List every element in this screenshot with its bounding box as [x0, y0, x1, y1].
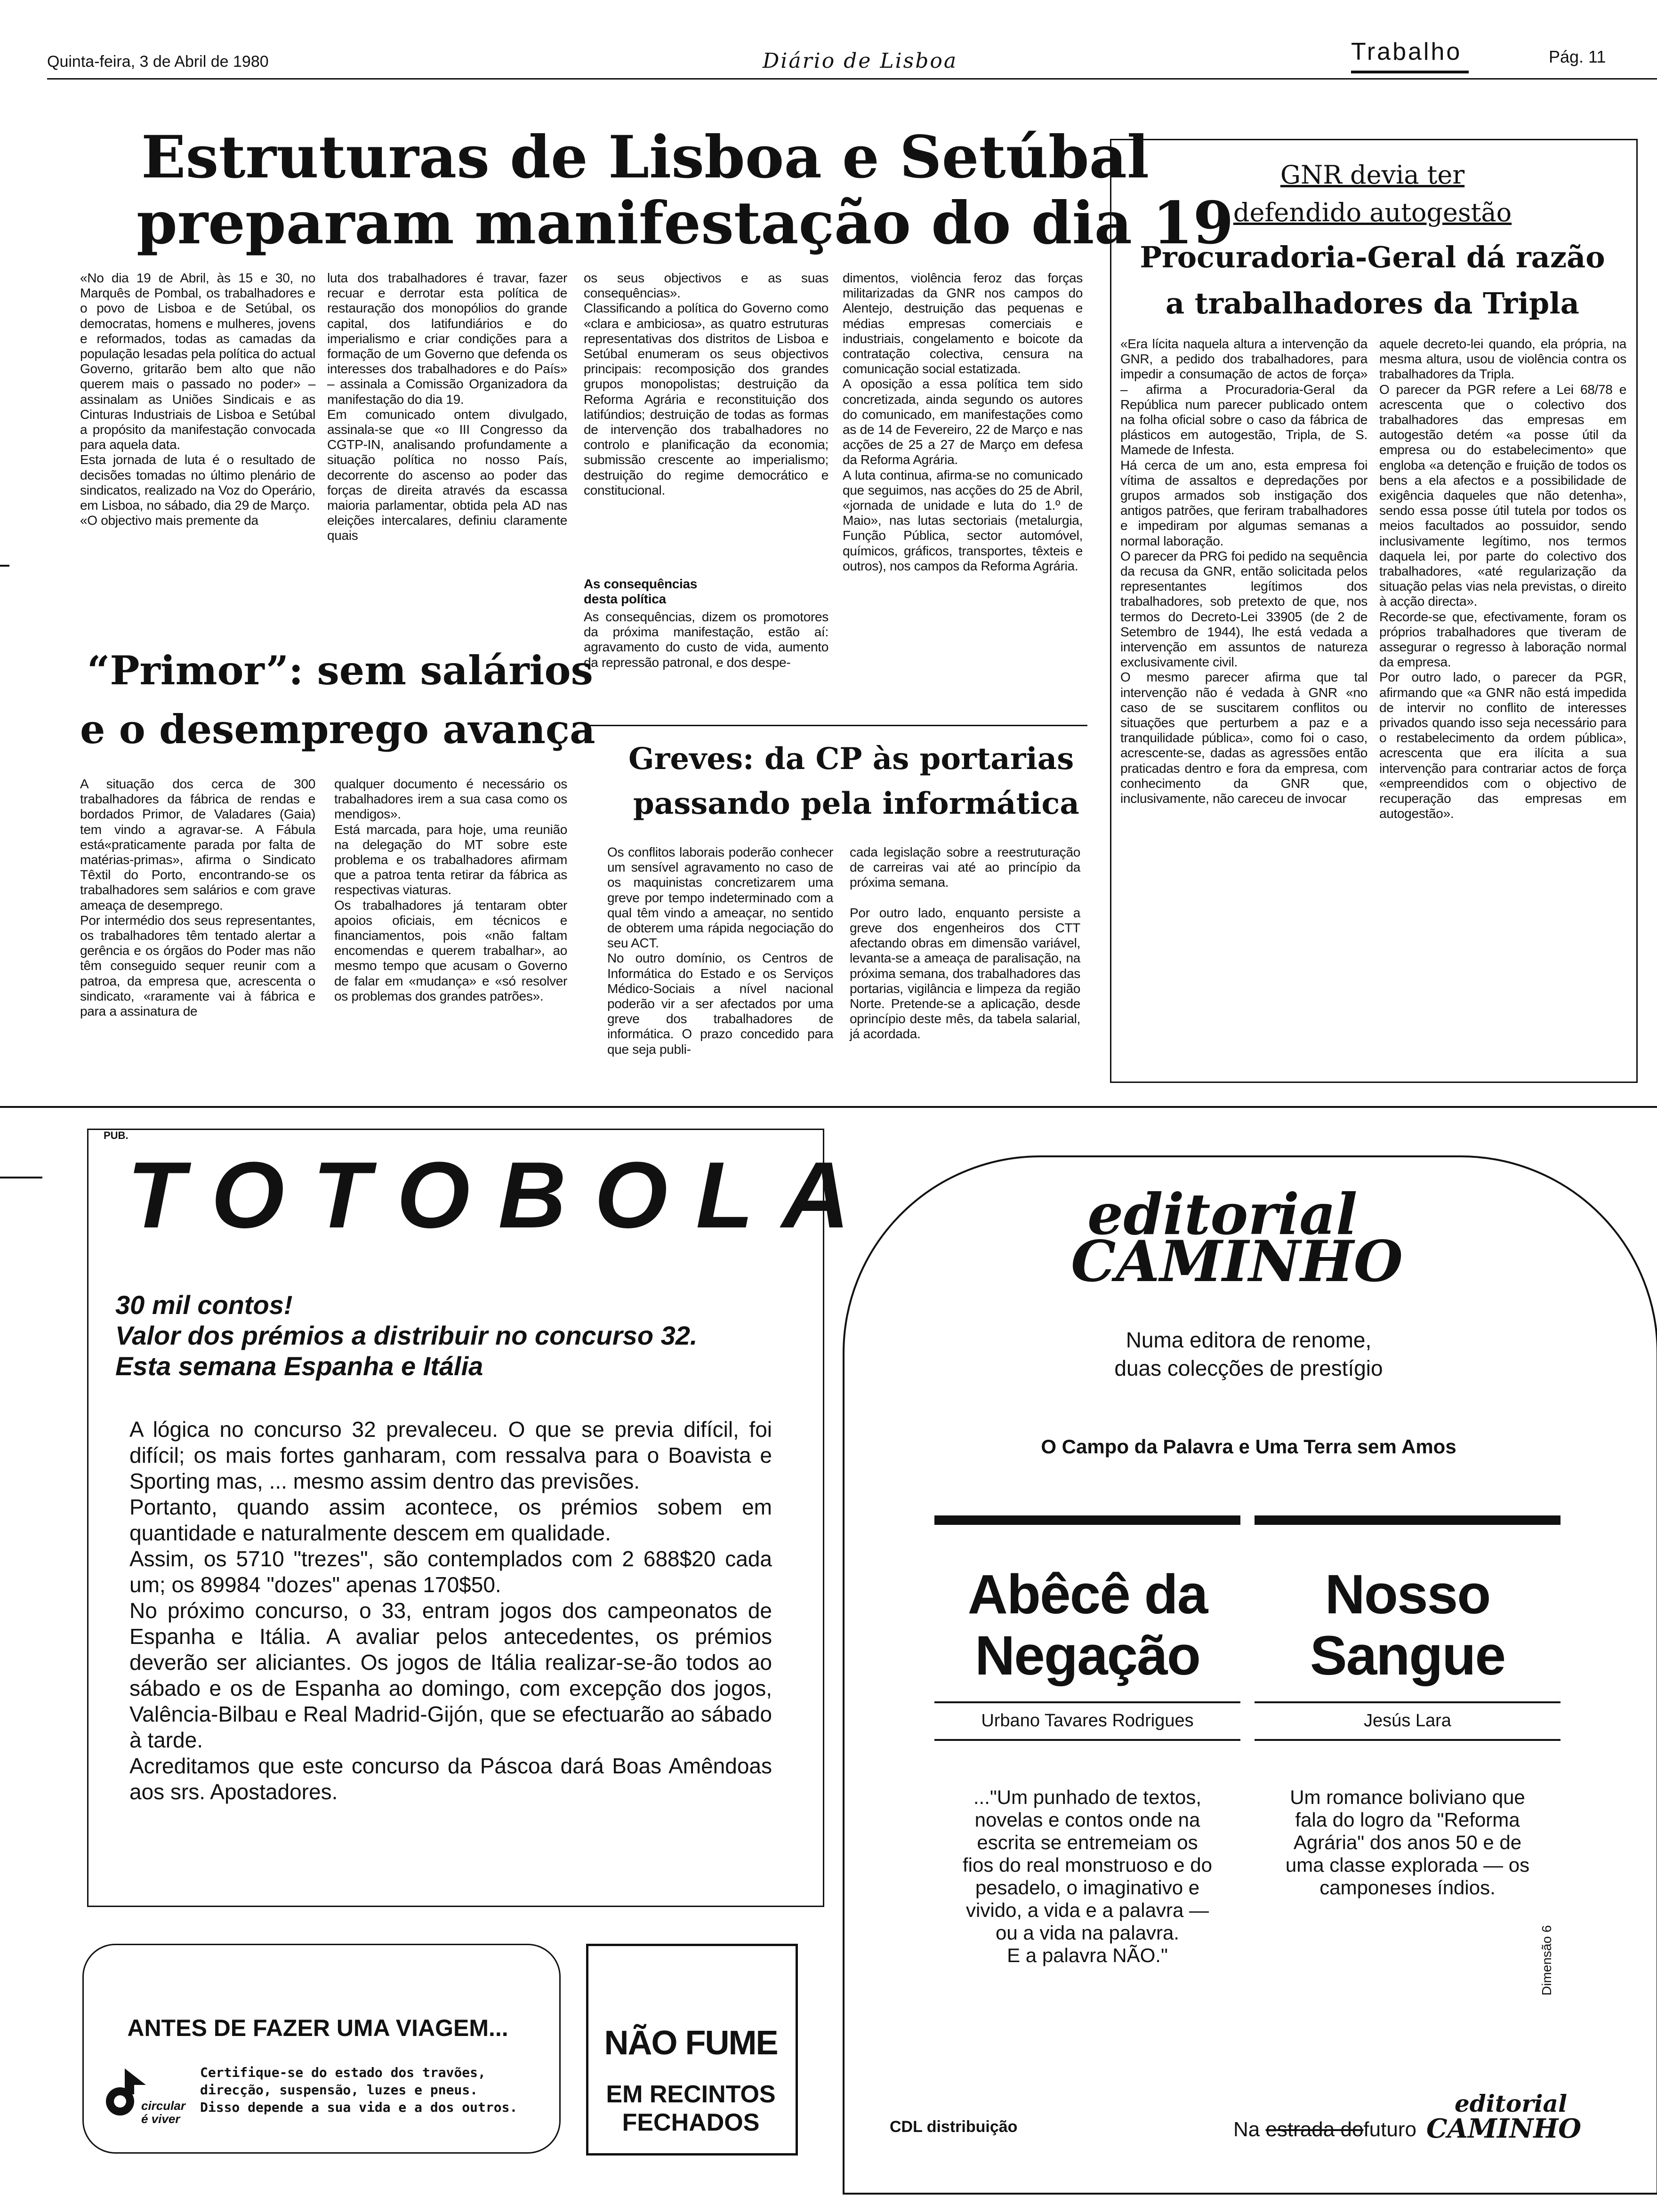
caminho-footer-slogan: [1233, 2118, 1416, 2141]
naofume-line-1: NÃO FUME: [604, 2024, 778, 2062]
margin-mark-2: [0, 1177, 42, 1178]
viagem-title: ANTES DE FAZER UMA VIAGEM...: [127, 2015, 508, 2041]
caminho-logo-line2: CAMINHO: [1071, 1228, 1403, 1295]
totobola-lead-1: 30 mil contos!: [115, 1290, 293, 1320]
caminho-collections: O Campo da Palavra e Uma Terra sem Amos: [1041, 1435, 1456, 1458]
lead-column-3: os seus objectivos e as suas consequências». Classificando a política do Governo como «clara e ambiciosa», as quatro estruturas representativas dos distritos de Lisboa e Setúbal enumeram os seus objectivos principais: recomposição dos grandes grupos monopolistas; destruição da Reforma Agrária e reconstituição dos latifúndios; destruição de todas as formas de intervenção dos trabalhadores no controlo e planificação da economia; submissão crescente ao imperialismo; destruição do regime democrático e constitucional.: [584, 271, 828, 497]
lead-bottom-rule: [584, 725, 1087, 726]
book2-title-line2: Sangue: [1310, 1625, 1505, 1687]
gnr-column-2: aquele decreto-lei quando, ela própria, na mesma altura, usou de violência contra os trabalhadores da Tripla. O parecer da PGR refere a Lei 68/78 e acrescenta que o colectivo dos trabalhadores das empresas em autogestão detém «a posse útil da empresa ou do estabelecimento» que engloba «a detenção e fruição de todos os bens a ela afectos e a possibilidade de exigência daqueles que não detenha», sendo essa posse útil tutela por todos os meios facultados ao possuidor, sendo inclusivamente legítimo, nos termos daquela lei, por parte do colectivo dos trabalhadores, «até regularização da situação pelas vias nela previstas, o direito à acção directa». Recorde-se que, efectivamente, foram os próprios trabalhadores que tiveram de assegurar o regresso à laboração normal da empresa. Por outro lado, o parecer da PGR, afirmando que «a GNR não está impedida de intervir no conflito de interesses privados quando isso seja necessário para o restabelecimento da ordem pública», acrescenta que era ilícita a sua intervenção para contrariar actos de força «empreendidos com o objectivo de recuperação das empresas em autogestão».: [1379, 337, 1626, 821]
gnr-kicker-line2: defendido autogestão: [1233, 198, 1512, 227]
margin-mark-1: [0, 565, 9, 567]
primor-column-2: qualquer documento é necessário os trabalhadores irem a sua casa como os mendigos». Está marcada, para hoje, uma reunião na delegação do MT sobre este problema e os trabalhadores afirmam que a patroa tenta retirar da fábrica as respectivas viaturas. Os trabalhadores já tentaram obter apoios oficiais, em técnicos e financiamentos, pois «não faltam encomendas e querem trabalhar», ao mesmo tempo que acusam o Governo de falar em «mudança» e «só resolver os problemas dos grandes patrões».: [334, 777, 567, 1003]
gnr-title-line2: a trabalhadores da Tripla: [1166, 286, 1579, 321]
book1-author-rule-bottom: [934, 1739, 1240, 1741]
lead-title-line2: preparam manifestação do dia 19: [137, 189, 1234, 257]
naofume-line-2: EM RECINTOS: [606, 2081, 776, 2108]
book1-top-rule: [934, 1515, 1240, 1525]
dimensao-label: Dimensão 6: [1539, 1925, 1554, 1996]
caminho-logo-line1: editorial: [1087, 1181, 1358, 1248]
circular-logo-text: circular é viver: [141, 2099, 185, 2126]
book2-top-rule: [1255, 1515, 1560, 1525]
book1-blurb: ..."Um punhado de textos, novelas e contos onde na escrita se entremeiam os fios do real monstruoso e do pesadelo, o imaginativo e vivido, a vida e a palavra — ou a vida na palavra. E a palavra NÃO.": [963, 1786, 1212, 1966]
book1-author: Urbano Tavares Rodrigues: [981, 1711, 1194, 1731]
totobola-lead-3: Esta semana Espanha e Itália: [115, 1351, 483, 1381]
gnr-title-line1: Procuradoria-Geral dá razão: [1140, 240, 1605, 274]
primor-column-1: A situação dos cerca de 300 trabalhadores da fábrica de rendas e bordados Primor, de Valadares (Gaia) tem vindo a agravar-se. A Fábula está«praticamente parada por falta de matérias-primas», afirma o Sindicato Têxtil do Porto, encontrando-se os trabalhadores sem salários e com grave ameaça de desemprego. Por intermédio dos seus representantes, os trabalhadores têm tentado alertar a gerência e os órgãos do Poder mas não têm conseguido sequer reunir com a patroa, da empresa que, acrescenta o sindicato, «raramente vai à fábrica e para a assinatura de: [80, 777, 315, 1019]
greves-column-1: Os conflitos laborais poderão conhecer um sensível agravamento no caso de os maquinistas concretizarem uma greve por tempo indeterminado com a qual têm vindo a ameaçar, no sentido de obterem uma rápida negociação do seu ACT. No outro domínio, os Centros de Informática do Estado e os Serviços Médico-Sociais a nível nacional poderão vir a ser afectados por uma greve dos trabalhadores de informática. O prazo concedido para que seja publi-: [607, 845, 833, 1057]
slogan-post: futuro: [1363, 2118, 1416, 2141]
lead-column-4: dimentos, violência feroz das forças militarizadas da GNR nos campos do Alentejo, destruição das pequenas e médias empresas comerciais e industriais, congelamento e boicote da contratação colectiva, censura na comunicação social estatizada. A oposição a essa política tem sido concretizada, ainda segundo os autores do comunicado, em manifestações como as de 14 de Fevereiro, 22 de Março e nas acções de 25 a 27 de Março em defesa da Reforma Agrária. A luta continua, afirma-se no comunicado que seguimos, nas acções do 25 de Abril, «jornada de unidade e luta do 1.º de Maio», nas lutas sectoriais (metalurgia, Função Pública, sector automóvel, químicos, gráficos, transportes, têxteis e outros), nos campos da Reforma Agrária.: [843, 271, 1083, 573]
totobola-logo: TOTOBOLA: [127, 1143, 878, 1248]
book2-blurb: Um romance boliviano que fala do logro da "Reforma Agrária" dos anos 50 e de uma classe explorada — os camponeses índios.: [1285, 1786, 1530, 1899]
totobola-pub-label: PUB.: [104, 1130, 129, 1141]
lead-subhead: As consequências desta política: [584, 577, 698, 607]
gnr-kicker-line1: GNR devia ter: [1280, 160, 1465, 190]
book2-author: Jesús Lara: [1364, 1711, 1451, 1731]
caminho-tagline-1: Numa editora de renome,: [1126, 1328, 1372, 1352]
greves-title-line1: Greves: da CP às portarias: [628, 741, 1074, 777]
greves-column-2: cada legislação sobre a reestruturação de carreiras vai até ao princípio da próxima semana. Por outro lado, enquanto persiste a greve dos engenheiros dos CTT afectando obras em dimensão variável, levanta-se a ameaça de paralisação, na próxima semana, dos trabalhadores das portarias, vigilância e limpeza da região Norte. Pretende-se a aplicação, desde oprincípio deste mês, da tabela salarial, já acordada.: [850, 845, 1080, 1042]
caminho-tagline-2: duas colecções de prestígio: [1114, 1356, 1383, 1380]
book1-title-line2: Negação: [975, 1625, 1200, 1687]
caminho-footer-logo-line1: editorial: [1455, 2090, 1567, 2117]
book2-title-line1: Nosso: [1325, 1563, 1490, 1626]
header-rule: [47, 78, 1657, 80]
lead-column-2: luta dos trabalhadores é travar, fazer recuar e derrotar esta política de restauração dos monopólios do grande capital, dos latifundiários e do imperialismo e criar condições para a formação de um Governo que defenda os interesses dos trabalhadores e do País» – assinala a Comissão Organizadora da manifestação do dia 19. Em comunicado ontem divulgado, assinala-se que «o III Congresso da CGTP-IN, analisando profundamente a situação política no nosso País, decorrente do ascenso ao poder das forças de direita através da escassa maioria parlamentar, obtida pela AD nas eleições intercalares, definiu claramente quais: [327, 271, 567, 543]
section-name: Trabalho: [1351, 38, 1462, 65]
greves-title-line2: passando pela informática: [633, 786, 1079, 821]
date: Quinta-feira, 3 de Abril de 1980: [47, 53, 269, 71]
caminho-footer-logo-line2: CAMINHO: [1426, 2113, 1582, 2144]
lead-title-line1: Estruturas de Lisboa e Setúbal: [141, 123, 1150, 192]
page-number: Pág. 11: [1549, 47, 1606, 66]
lead-column-1: «No dia 19 de Abril, às 15 e 30, no Marquês de Pombal, os trabalhadores e o povo de Lisboa e de Setúbal, os democratas, homens e mulheres, jovens e reformados, todas as camadas da população lesadas pela política do actual Governo, gritarão bem alto que não querem mais o passado no poder» – assinalam as Uniões Sindicais e as Cinturas Industriais de Lisboa e Setúbal a propósito da manifestação convocada para aquela data. Esta jornada de luta é o resultado de decisões tomadas no último plenário de sindicatos, realizado na Voz do Operário, em Lisboa, no sábado, dia 29 de Março. «O objectivo mais premente da: [80, 271, 315, 528]
primor-title-line2: e o desemprego avança: [80, 706, 595, 753]
totobola-lead-2: Valor dos prémios a distribuir no concurso 32.: [115, 1321, 698, 1350]
book1-title-line1: Abêcê da: [967, 1563, 1207, 1626]
masthead: Diário de Lisboa: [763, 49, 958, 73]
lead-column-3b: As consequências, dizem os promotores da próxima manifestação, estão aí: agravamento do custo de vida, aumento da repressão patronal, e dos despe-: [584, 609, 828, 670]
gnr-column-1: «Era lícita naquela altura a intervenção da GNR, a pedido dos trabalhadores, para impedir a consumação de actos de força» – afirma a Procuradoria-Geral da República num parecer publicado ontem na folha oficial sobre o caso da fábrica de plásticos em autogestão, Tripla, de S. Mamede de Infesta. Há cerca de um ano, esta empresa foi vítima de assaltos e depredações por grupos armados sob instigação dos antigos patrões, que feriram trabalhadores e impediram por algumas semanas a normal laboração. O parecer da PRG foi pedido na sequência da recusa da GNR, então solicitada pelos representantes legítimos dos trabalhadores, sob pretexto de que, nos termos do Decreto-Lei 33905 (de 2 de Setembro de 1944), lhe está vedada a intervenção em assuntos de natureza exclusivamente civil. O mesmo parecer afirma que tal intervenção não é vedada à GNR «no caso de se suscitarem conflitos ou situações que perturbem a paz e a tranquilidade pública», como foi o caso, acrescente-se, dadas as agressões então praticadas dentro e fora da empresa, com conhecimento da GNR que, inclusivamente, não careceu de invocar: [1120, 337, 1367, 806]
viagem-body: Certifique-se do estado dos travões, direcção, suspensão, luzes e pneus. Disso depende a sua vida e a dos outros.: [200, 2065, 518, 2115]
ads-top-rule: [0, 1106, 1657, 1108]
naofume-line-3: FECHADOS: [622, 2109, 760, 2136]
cdl-distribution: CDL distribuição: [890, 2118, 1018, 2136]
section-rule: [1351, 71, 1469, 73]
slogan-strike: estrada do: [1265, 2118, 1364, 2141]
primor-title-line1: “Primor”: sem salários: [87, 647, 593, 694]
totobola-body: A lógica no concurso 32 prevaleceu. O que se previa difícil, foi difícil; os mais fortes ganharam, com ressalva para o Boavista e Sporting mas, ... mesmo assim dentro das previsões. Portanto, quando assim acontece, os prémios sobem em quantidade e naturalmente descem em qualidade. Assim, os 5710 "trezes", são contemplados com 2 688$20 cada um; os 89984 "dozes" apenas 170$50. No próximo concurso, o 33, entram jogos dos campeonatos de Espanha e Itália. A avaliar pelos antecedentes, os prémios deverão ser aliciantes. Os jogos de Itália realizar-se-ão todos ao sábado e os de Espanha ao domingo, com excepção dos jogos, Valência-Bilbau e Real Madrid-Gijón, que se efectuarão ao sábado à tarde. Acreditamos que este concurso da Páscoa dará Boas Amêndoas aos srs. Apostadores.: [129, 1417, 772, 1804]
book1-author-rule-top: [934, 1701, 1240, 1703]
book2-author-rule-top: [1255, 1701, 1560, 1703]
slogan-pre: Na: [1233, 2118, 1260, 2141]
book2-author-rule-bottom: [1255, 1739, 1560, 1741]
